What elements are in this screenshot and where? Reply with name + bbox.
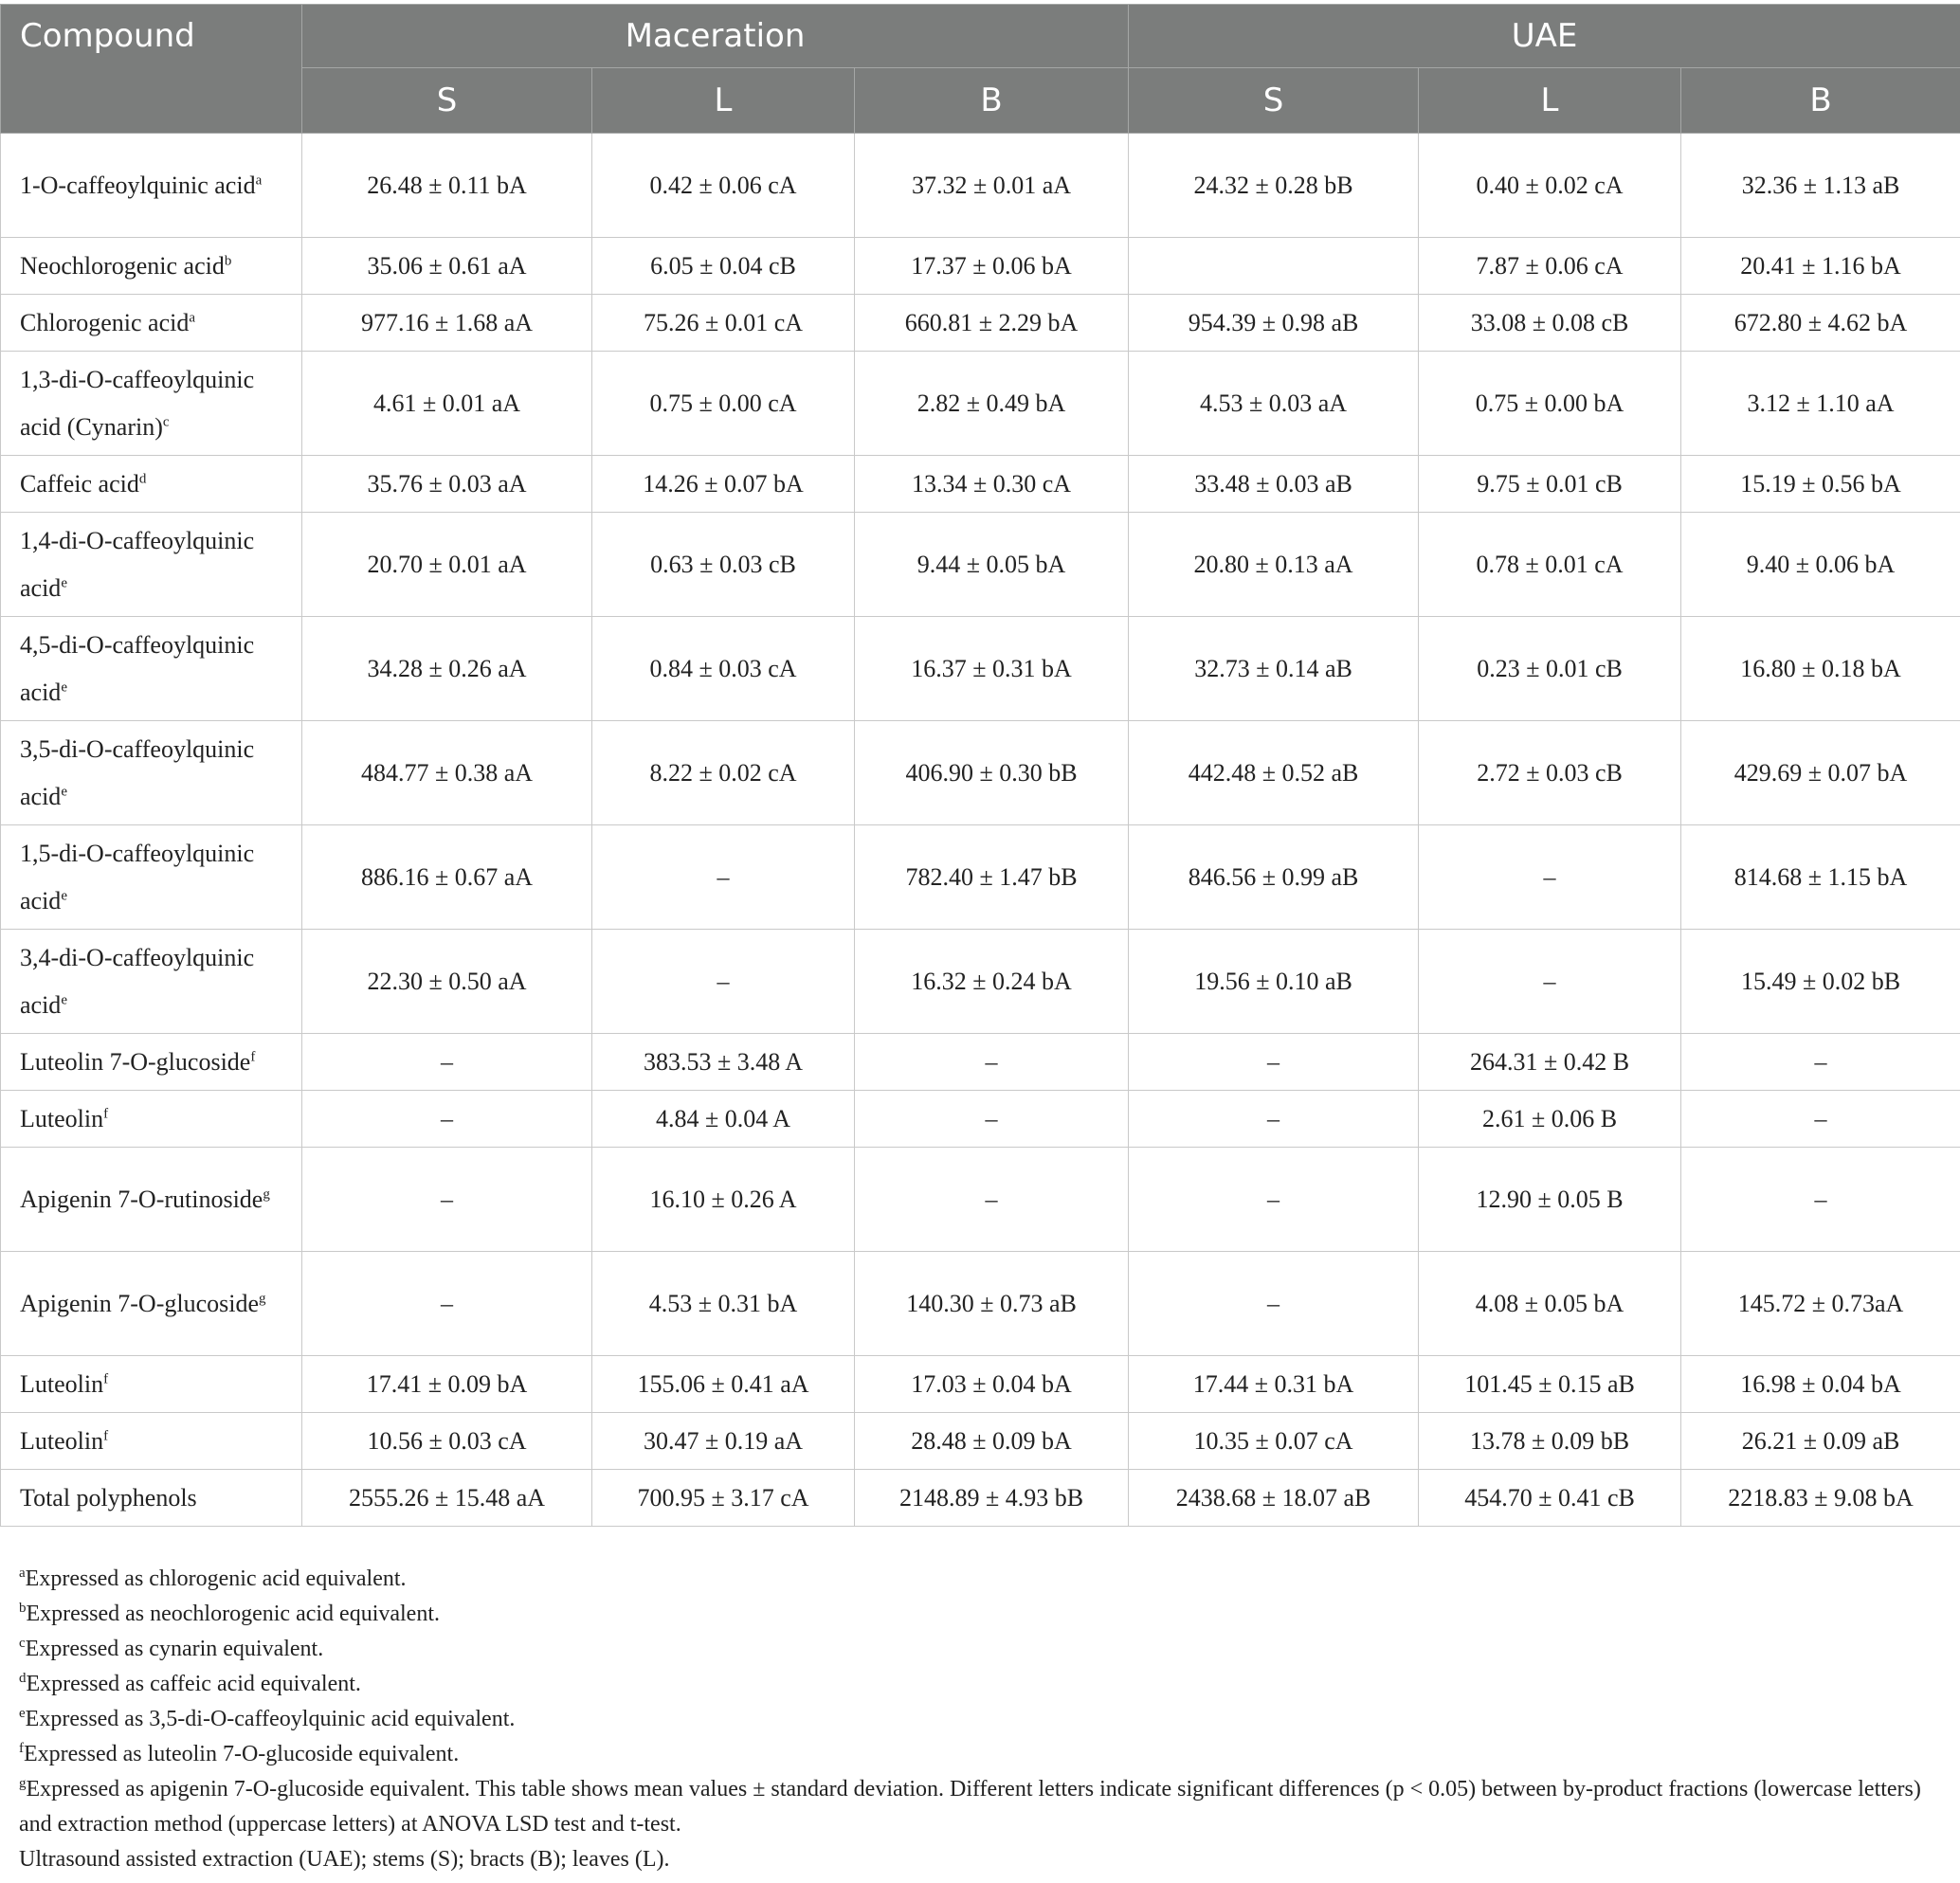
value-cell: 16.98 ± 0.04 bA	[1681, 1356, 1960, 1413]
value-cell: 0.63 ± 0.03 cB	[592, 513, 855, 617]
value-cell: 17.41 ± 0.09 bA	[302, 1356, 592, 1413]
footnote-text: Expressed as 3,5-di-O-caffeoylquinic acid equivalent.	[25, 1707, 516, 1731]
compound-name: Caffeic acid	[20, 469, 139, 498]
value-cell: 0.84 ± 0.03 cA	[592, 617, 855, 721]
table-header	[1, 5, 1960, 134]
header-uae-l: L	[1419, 68, 1681, 134]
footnote-marker: g	[263, 1186, 270, 1202]
compound-cell	[1, 1148, 302, 1252]
compound-name: 1,3-di-O-caffeoylquinic acid (Cynarin)	[20, 365, 255, 441]
header-uae-s: S	[1129, 68, 1419, 134]
footnote-text: Expressed as apigenin 7-O-glucoside equivalent. This table shows mean values ± standard deviation. Different letters indicate significant differences (p < 0.05) between by-product fractions (lowercase letters) and extraction method (uppercase letters) at ANOVA LSD test and t-test.	[19, 1777, 1921, 1837]
compound-name: Luteolin	[20, 1426, 104, 1455]
compound-name: Luteolin 7-O-glucoside	[20, 1047, 251, 1076]
value-cell: 101.45 ± 0.15 aB	[1419, 1356, 1681, 1413]
footnote-marker: a	[189, 309, 196, 325]
value-cell: 886.16 ± 0.67 aA	[302, 825, 592, 930]
value-cell: 2.82 ± 0.49 bA	[855, 352, 1129, 456]
compound-cell	[1, 456, 302, 513]
value-cell: 16.37 ± 0.31 bA	[855, 617, 1129, 721]
value-cell: 2555.26 ± 15.48 aA	[302, 1470, 592, 1527]
value-cell: 8.22 ± 0.02 cA	[592, 721, 855, 825]
value-cell: 0.75 ± 0.00 cA	[592, 352, 855, 456]
footnote-marker: e	[61, 887, 67, 903]
value-cell: 20.80 ± 0.13 aA	[1129, 513, 1419, 617]
table-row	[1, 930, 1960, 1034]
value-cell: 4.53 ± 0.31 bA	[592, 1252, 855, 1356]
footnote-marker: c	[162, 413, 170, 429]
value-cell: 383.53 ± 3.48 A	[592, 1034, 855, 1091]
value-cell: 700.95 ± 3.17 cA	[592, 1470, 855, 1527]
value-cell: 9.44 ± 0.05 bA	[855, 513, 1129, 617]
value-cell: –	[1129, 1034, 1419, 1091]
table-row	[1, 352, 1960, 456]
value-cell: 20.41 ± 1.16 bA	[1681, 238, 1960, 295]
compound-name: 1-O-caffeoylquinic acid	[20, 171, 256, 199]
footnote-marker: a	[19, 1566, 26, 1581]
value-cell: 7.87 ± 0.06 cA	[1419, 238, 1681, 295]
value-cell: 33.48 ± 0.03 aB	[1129, 456, 1419, 513]
compound-name: 3,5-di-O-caffeoylquinic acid	[20, 734, 255, 810]
footnote-marker: g	[259, 1290, 266, 1306]
footnote-marker: f	[103, 1105, 109, 1121]
header-maceration-b: B	[855, 68, 1129, 134]
value-cell: –	[302, 1148, 592, 1252]
value-cell: 484.77 ± 0.38 aA	[302, 721, 592, 825]
value-cell: 2438.68 ± 18.07 aB	[1129, 1470, 1419, 1527]
footnote-marker: g	[19, 1776, 27, 1791]
value-cell: 4.08 ± 0.05 bA	[1419, 1252, 1681, 1356]
table-row	[1, 1034, 1960, 1091]
value-cell: 9.75 ± 0.01 cB	[1419, 456, 1681, 513]
compound-name: Luteolin	[20, 1104, 104, 1132]
compound-name: Apigenin 7-O-glucoside	[20, 1289, 260, 1317]
header-maceration-l: L	[592, 68, 855, 134]
value-cell: 660.81 ± 2.29 bA	[855, 295, 1129, 352]
value-cell: 13.34 ± 0.30 cA	[855, 456, 1129, 513]
table-row	[1, 134, 1960, 238]
compound-name: Neochlorogenic acid	[20, 251, 225, 280]
value-cell: 16.32 ± 0.24 bA	[855, 930, 1129, 1034]
value-cell: 35.76 ± 0.03 aA	[302, 456, 592, 513]
value-cell: 672.80 ± 4.62 bA	[1681, 295, 1960, 352]
value-cell: –	[1129, 1148, 1419, 1252]
value-cell: 32.73 ± 0.14 aB	[1129, 617, 1419, 721]
compound-cell	[1, 295, 302, 352]
value-cell: 12.90 ± 0.05 B	[1419, 1148, 1681, 1252]
footnote	[19, 1562, 1943, 1597]
footnote-text: Expressed as chlorogenic acid equivalent.	[25, 1566, 407, 1591]
value-cell: –	[302, 1091, 592, 1148]
value-cell: 3.12 ± 1.10 aA	[1681, 352, 1960, 456]
value-cell: 10.35 ± 0.07 cA	[1129, 1413, 1419, 1470]
value-cell: 16.10 ± 0.26 A	[592, 1148, 855, 1252]
value-cell: 34.28 ± 0.26 aA	[302, 617, 592, 721]
value-cell: 145.72 ± 0.73aA	[1681, 1252, 1960, 1356]
value-cell: 9.40 ± 0.06 bA	[1681, 513, 1960, 617]
value-cell: 35.06 ± 0.61 aA	[302, 238, 592, 295]
table-row	[1, 1413, 1960, 1470]
polyphenols-table	[0, 4, 1960, 1527]
value-cell: 264.31 ± 0.42 B	[1419, 1034, 1681, 1091]
compound-cell	[1, 825, 302, 930]
compound-cell	[1, 1091, 302, 1148]
value-cell: –	[592, 930, 855, 1034]
value-cell: 22.30 ± 0.50 aA	[302, 930, 592, 1034]
value-cell: 4.61 ± 0.01 aA	[302, 352, 592, 456]
footnote-marker: f	[103, 1370, 109, 1386]
value-cell: 17.44 ± 0.31 bA	[1129, 1356, 1419, 1413]
value-cell: 32.36 ± 1.13 aB	[1681, 134, 1960, 238]
header-uae-b: B	[1681, 68, 1960, 134]
value-cell: –	[1681, 1148, 1960, 1252]
compound-cell	[1, 352, 302, 456]
table-row	[1, 513, 1960, 617]
value-cell: 782.40 ± 1.47 bB	[855, 825, 1129, 930]
compound-name: Total polyphenols	[20, 1483, 197, 1512]
table-row	[1, 1252, 1960, 1356]
value-cell: –	[1129, 1091, 1419, 1148]
footnote-marker: b	[19, 1601, 27, 1616]
footnote-marker: e	[61, 991, 67, 1007]
value-cell: –	[1419, 930, 1681, 1034]
table-row	[1, 617, 1960, 721]
table-row	[1, 1356, 1960, 1413]
value-cell: 454.70 ± 0.41 cB	[1419, 1470, 1681, 1527]
value-cell: 2148.89 ± 4.93 bB	[855, 1470, 1129, 1527]
value-cell: 2.72 ± 0.03 cB	[1419, 721, 1681, 825]
footnote-marker: e	[19, 1706, 26, 1721]
footnote	[19, 1842, 1943, 1877]
footnote-marker: d	[19, 1671, 27, 1686]
compound-name: 3,4-di-O-caffeoylquinic acid	[20, 943, 255, 1019]
value-cell: –	[1681, 1034, 1960, 1091]
compound-cell	[1, 721, 302, 825]
table-row	[1, 721, 1960, 825]
table-row	[1, 456, 1960, 513]
value-cell: 17.37 ± 0.06 bA	[855, 238, 1129, 295]
footnote-text: Expressed as luteolin 7-O-glucoside equivalent.	[24, 1742, 460, 1766]
compound-name: 1,4-di-O-caffeoylquinic acid	[20, 526, 255, 602]
footnote-marker: b	[224, 252, 232, 268]
value-cell: 0.42 ± 0.06 cA	[592, 134, 855, 238]
compound-cell	[1, 1034, 302, 1091]
value-cell: 33.08 ± 0.08 cB	[1419, 295, 1681, 352]
footnote-marker: f	[19, 1741, 24, 1756]
value-cell: 846.56 ± 0.99 aB	[1129, 825, 1419, 930]
value-cell: 977.16 ± 1.68 aA	[302, 295, 592, 352]
value-cell: 16.80 ± 0.18 bA	[1681, 617, 1960, 721]
value-cell: –	[1129, 1252, 1419, 1356]
footnote	[19, 1667, 1943, 1702]
footnote	[19, 1597, 1943, 1632]
value-cell: 75.26 ± 0.01 cA	[592, 295, 855, 352]
value-cell: 0.75 ± 0.00 bA	[1419, 352, 1681, 456]
value-cell: –	[592, 825, 855, 930]
value-cell: –	[302, 1034, 592, 1091]
value-cell: –	[1419, 825, 1681, 930]
compound-name: Apigenin 7-O-rutinoside	[20, 1185, 263, 1213]
value-cell: 442.48 ± 0.52 aB	[1129, 721, 1419, 825]
footnote-marker: f	[103, 1427, 109, 1443]
footnote-text: Expressed as cynarin equivalent.	[25, 1637, 324, 1661]
footnote	[19, 1702, 1943, 1737]
results-table-container	[0, 4, 1960, 1527]
value-cell: 2.61 ± 0.06 B	[1419, 1091, 1681, 1148]
table-row	[1, 1091, 1960, 1148]
footnote-marker: d	[138, 470, 147, 486]
table-body	[1, 134, 1960, 1527]
value-cell: 0.23 ± 0.01 cB	[1419, 617, 1681, 721]
value-cell: 6.05 ± 0.04 cB	[592, 238, 855, 295]
value-cell: 26.48 ± 0.11 bA	[302, 134, 592, 238]
table-row	[1, 1470, 1960, 1527]
compound-name: Chlorogenic acid	[20, 308, 190, 336]
table-row	[1, 825, 1960, 930]
compound-cell	[1, 134, 302, 238]
compound-cell	[1, 617, 302, 721]
compound-name: 1,5-di-O-caffeoylquinic acid	[20, 839, 255, 914]
footnote-marker: e	[61, 783, 67, 799]
value-cell	[1129, 238, 1419, 295]
value-cell: 15.49 ± 0.02 bB	[1681, 930, 1960, 1034]
value-cell: –	[1681, 1091, 1960, 1148]
compound-cell	[1, 930, 302, 1034]
footnote	[19, 1737, 1943, 1772]
compound-cell	[1, 513, 302, 617]
value-cell: 140.30 ± 0.73 aB	[855, 1252, 1129, 1356]
table-row	[1, 295, 1960, 352]
compound-cell	[1, 238, 302, 295]
footnote-text: Expressed as caffeic acid equivalent.	[26, 1672, 361, 1696]
value-cell: 30.47 ± 0.19 aA	[592, 1413, 855, 1470]
value-cell: 26.21 ± 0.09 aB	[1681, 1413, 1960, 1470]
header-compound: Compound	[1, 5, 302, 134]
value-cell: 19.56 ± 0.10 aB	[1129, 930, 1419, 1034]
value-cell: 4.84 ± 0.04 A	[592, 1091, 855, 1148]
footnote	[19, 1772, 1943, 1842]
value-cell: 4.53 ± 0.03 aA	[1129, 352, 1419, 456]
footnote-marker: f	[250, 1048, 256, 1064]
table-row	[1, 1148, 1960, 1252]
header-maceration-s: S	[302, 68, 592, 134]
value-cell: 15.19 ± 0.56 bA	[1681, 456, 1960, 513]
value-cell: 17.03 ± 0.04 bA	[855, 1356, 1129, 1413]
compound-cell	[1, 1470, 302, 1527]
header-group-uae: UAE	[1129, 5, 1960, 68]
value-cell: 24.32 ± 0.28 bB	[1129, 134, 1419, 238]
value-cell: 0.40 ± 0.02 cA	[1419, 134, 1681, 238]
value-cell: –	[855, 1091, 1129, 1148]
value-cell: 14.26 ± 0.07 bA	[592, 456, 855, 513]
value-cell: 814.68 ± 1.15 bA	[1681, 825, 1960, 930]
value-cell: 13.78 ± 0.09 bB	[1419, 1413, 1681, 1470]
value-cell: 37.32 ± 0.01 aA	[855, 134, 1129, 238]
value-cell: –	[855, 1148, 1129, 1252]
value-cell: –	[855, 1034, 1129, 1091]
compound-name: 4,5-di-O-caffeoylquinic acid	[20, 630, 255, 706]
value-cell: 28.48 ± 0.09 bA	[855, 1413, 1129, 1470]
header-group-maceration: Maceration	[302, 5, 1129, 68]
table-row	[1, 238, 1960, 295]
value-cell: 10.56 ± 0.03 cA	[302, 1413, 592, 1470]
value-cell: 429.69 ± 0.07 bA	[1681, 721, 1960, 825]
footnote-marker: c	[19, 1636, 26, 1651]
footnote-marker: e	[61, 574, 67, 590]
value-cell: 155.06 ± 0.41 aA	[592, 1356, 855, 1413]
footnote-text: Ultrasound assisted extraction (UAE); stems (S); bracts (B); leaves (L).	[19, 1847, 670, 1872]
value-cell: 0.78 ± 0.01 cA	[1419, 513, 1681, 617]
footnote-text: Expressed as neochlorogenic acid equivalent.	[26, 1602, 440, 1626]
footnotes	[19, 1562, 1943, 1877]
footnote-marker: a	[255, 172, 263, 188]
value-cell: 406.90 ± 0.30 bB	[855, 721, 1129, 825]
footnote-marker: e	[61, 679, 67, 695]
compound-cell	[1, 1356, 302, 1413]
value-cell: 954.39 ± 0.98 aB	[1129, 295, 1419, 352]
value-cell: 2218.83 ± 9.08 bA	[1681, 1470, 1960, 1527]
value-cell: 20.70 ± 0.01 aA	[302, 513, 592, 617]
compound-cell	[1, 1413, 302, 1470]
compound-cell	[1, 1252, 302, 1356]
footnote	[19, 1632, 1943, 1667]
compound-name: Luteolin	[20, 1369, 104, 1398]
value-cell: –	[302, 1252, 592, 1356]
